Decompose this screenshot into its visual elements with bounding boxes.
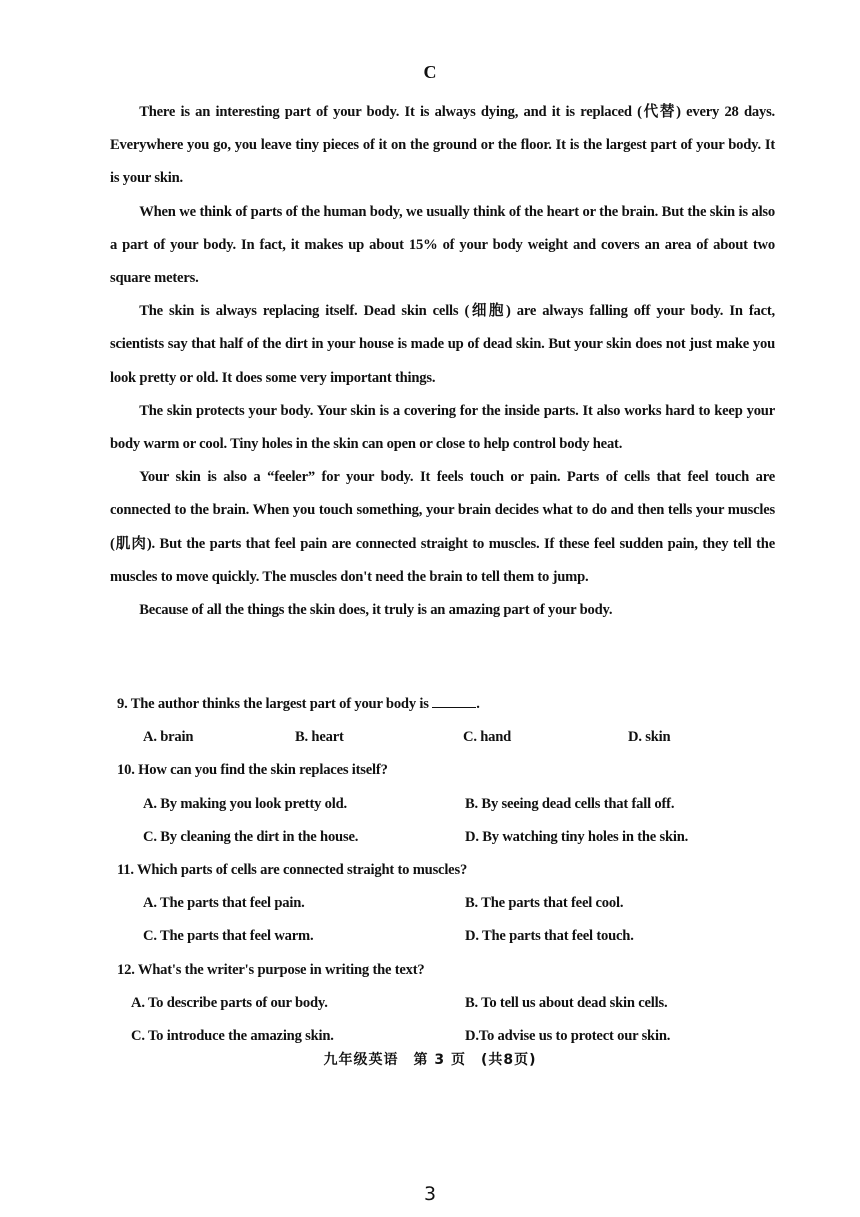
question-stem: 12. What's the writer's purpose in writing the text?	[117, 961, 425, 978]
reading-passage	[110, 96, 775, 627]
passage-paragraph: The skin protects your body. Your skin is a covering for the inside parts. It also works hard to keep your body warm or cool. Tiny holes in the skin can open or close to help control body heat.	[110, 402, 775, 453]
passage-paragraph: Because of all the things the skin does, it truly is an amazing part of your body.	[139, 602, 613, 619]
option-b: B. The parts that feel cool.	[465, 895, 624, 912]
option-d: D. skin	[628, 729, 671, 746]
option-row	[117, 987, 777, 1020]
option-d: D. By watching tiny holes in the skin.	[465, 828, 689, 845]
option-d: D. The parts that feel touch.	[465, 928, 634, 945]
option-a: A. brain	[143, 729, 194, 746]
option-row	[117, 920, 777, 953]
option-b: B. heart	[295, 729, 344, 746]
option-row	[117, 721, 777, 754]
option-b: B. By seeing dead cells that fall off.	[465, 795, 675, 812]
option-a: A. To describe parts of our body.	[131, 994, 328, 1011]
option-row	[117, 887, 777, 920]
option-b: B. To tell us about dead skin cells.	[465, 994, 668, 1011]
option-c: C. By cleaning the dirt in the house.	[143, 828, 359, 845]
page-footer: 九年级英语 第 3 页 (共8页)	[323, 1052, 537, 1068]
option-c: C. The parts that feel warm.	[143, 928, 314, 945]
question-stem: 11. Which parts of cells are connected straight to muscles?	[117, 861, 468, 878]
option-d: D.To advise us to protect our skin.	[465, 1027, 671, 1044]
option-a: A. The parts that feel pain.	[143, 895, 305, 912]
question-list	[117, 688, 777, 1053]
option-c: C. To introduce the amazing skin.	[131, 1027, 334, 1044]
question-stem: 10. How can you find the skin replaces itself?	[117, 762, 388, 779]
option-row	[117, 821, 777, 854]
page-number: 3	[423, 1183, 437, 1205]
passage-paragraph: There is an interesting part of your body. It is always dying, and it is replaced (代替) every 28 days. Everywhere you go, you leave tiny pieces of it on the ground or the floor. It is the largest part of your body. It is your skin.	[110, 104, 775, 187]
question-12	[117, 954, 777, 1054]
section-heading: C	[423, 62, 437, 82]
passage-paragraph: When we think of parts of the human body, we usually think of the heart or the brain. But the skin is also a part of your body. In fact, it makes up about 15% of your body weight and covers an area of about two square meters.	[110, 203, 775, 287]
option-a: A. By making you look pretty old.	[143, 795, 347, 812]
question-10	[117, 754, 777, 854]
option-row	[117, 788, 777, 821]
option-c: C. hand	[463, 729, 512, 746]
passage-paragraph: The skin is always replacing itself. Dead skin cells (细胞) are always falling off your body. In fact, scientists say that half of the dirt in your house is made up of dead skin. But your skin does not just make you look pretty or old. It does some very important things.	[110, 303, 775, 386]
question-stem: 9. The author thinks the largest part of your body is .	[117, 688, 777, 721]
passage-paragraph: Your skin is also a “feeler” for your body. It feels touch or pain. Parts of cells that feel touch are connected to the brain. When you touch something, your brain decides what to do and then tells your muscles (肌肉). But the parts that feel pain are connected straight to muscles. If these feel sudden pain, they tell the muscles to move quickly. The muscles don't need the brain to tell them to jump.	[110, 469, 775, 585]
answer-blank	[432, 693, 476, 708]
question-11	[117, 854, 777, 954]
question-9	[117, 688, 777, 754]
